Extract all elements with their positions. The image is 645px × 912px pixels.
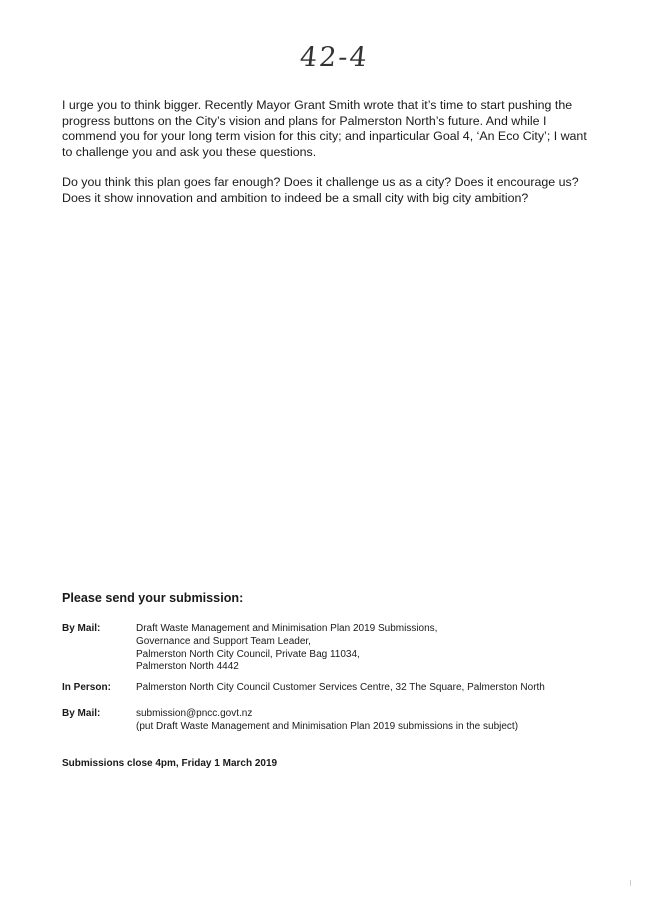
mail-address [136,623,606,674]
email-address: submission@pncc.govt.nz [136,708,253,719]
address-line: Palmerston North City Council, Private Bag 11034, [136,648,360,660]
body-paragraph-1: I urge you to think bigger. Recently Mayor Grant Smith wrote that it’s time to start pushing the progress buttons on the City’s vision and plans for Palmerston North’s future. And while I commend you for your long term vision for this city; and inparticular Goal 4, ‘An Eco City’; I want to challenge you and ask you these questions. [62,98,587,159]
address-line: Governance and Support Team Leader, [136,635,311,647]
handwritten-page-number: 42-4 [298,42,371,73]
body-paragraph-2: Do you think this plan goes far enough? Does it challenge us as a city? Does it encourage us? Does it show innovation and ambition to indeed be a small city with big city ambition? [62,175,579,205]
address-line: Draft Waste Management and Minimisation Plan 2019 Submissions, [136,623,438,634]
submission-deadline: Submissions close 4pm, Friday 1 March 2019 [62,758,278,769]
submission-heading: Please send your submission: [62,591,244,605]
address-line: Palmerston North City Council Customer Services Centre, 32 The Square, Palmerston North [136,682,545,693]
in-person-label: In Person: [62,682,111,693]
email-label: By Mail: [62,708,101,719]
email-details [136,708,606,734]
address-line: Palmerston North 4442 [136,661,239,673]
mail-label: By Mail: [62,623,101,634]
in-person-address [136,682,606,695]
scan-mark [630,880,631,886]
email-instruction: (put Draft Waste Management and Minimisation Plan 2019 submissions in the subject) [136,720,519,732]
